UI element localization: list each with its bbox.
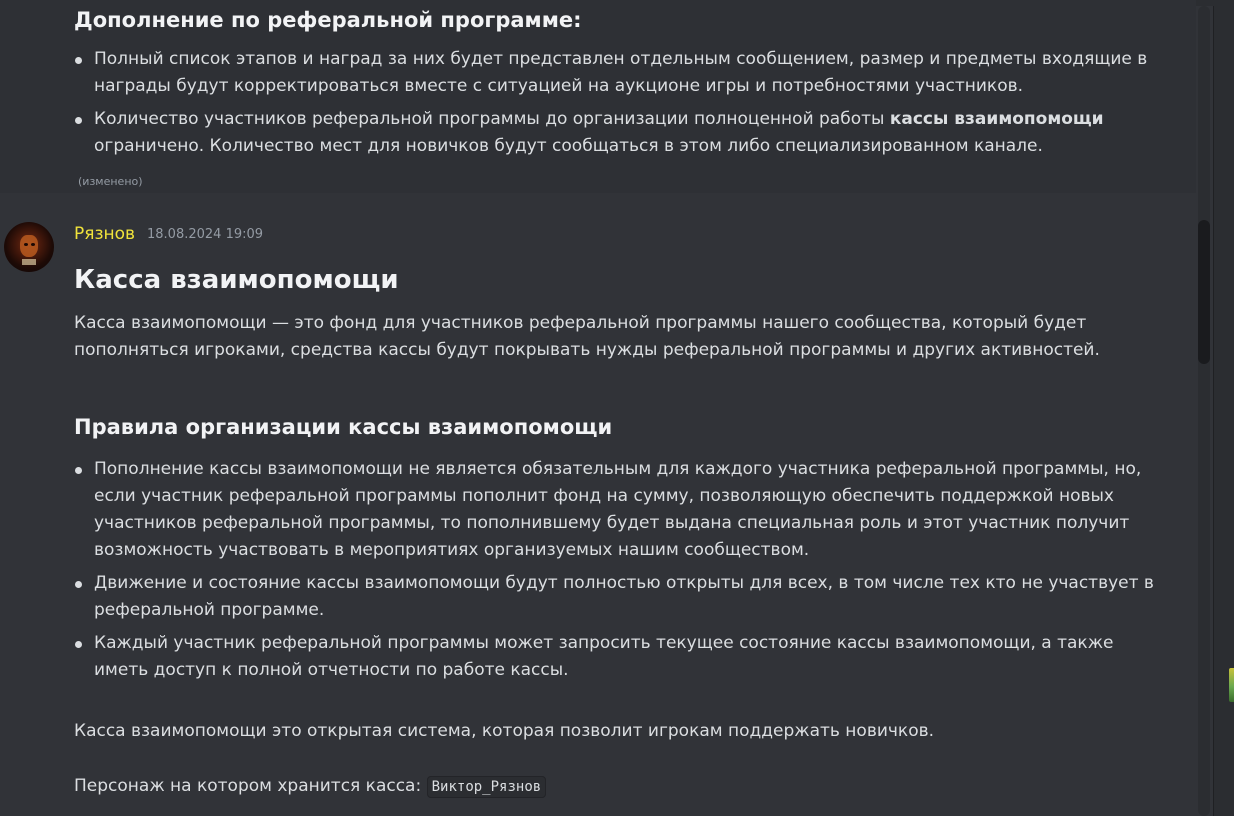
avatar-face [20, 235, 38, 257]
list-item [74, 46, 1147, 100]
previous-message-heading: Дополнение по реферальной программе: [74, 8, 582, 32]
previous-message-list [74, 46, 1147, 166]
avatar-eye [24, 243, 28, 246]
list-item-line: иметь доступ к полной отчетности по работе кассы. [94, 660, 569, 680]
character-paragraph [74, 773, 546, 801]
scrollbar-track[interactable] [1198, 6, 1210, 816]
list-item-line: Каждый участник реферальной программы может запросить текущее состояние кассы взаимопомощи, а также [94, 633, 1114, 653]
paragraph-line: Касса взаимопомощи — это фонд для участников реферальной программы нашего сообщества, который будет [74, 313, 1087, 333]
list-item-line: Пополнение кассы взаимопомощи не является обязательным для каждого участника реферальной программы, но, [94, 459, 1142, 479]
list-item [74, 106, 1147, 160]
paragraph-line: пополняться игроками, средства кассы будут покрывать нужды реферальной программы и других активностей. [74, 340, 1100, 360]
list-item-line: возможность участвовать в мероприятиях организуемых нашим сообществом. [94, 540, 810, 560]
scrollbar-thumb[interactable] [1198, 220, 1210, 364]
member-avatar-icon[interactable] [1229, 668, 1234, 702]
character-label: Персонаж на котором хранится касса: [74, 776, 427, 796]
message-title: Касса взаимопомощи [74, 265, 399, 295]
footer-paragraph: Касса взаимопомощи это открытая система, которая позволит игрокам поддержать новичков. [74, 721, 935, 741]
list-item-text: Количество участников реферальной программы до организации полноценной работы [94, 109, 890, 129]
list-item-line: Движение и состояние кассы взаимопомощи будут полностью открыты для всех, в том числе тех кто не участвует в [94, 573, 1154, 593]
avatar[interactable] [4, 222, 54, 272]
list-item-line: реферальной программе. [94, 600, 325, 620]
avatar-eye [31, 243, 35, 246]
list-item-line: ограничено. Количество мест для новичков будут сообщаться в этом либо специализированном канале. [94, 136, 1043, 156]
bold-text: кассы взаимопомощи [889, 109, 1104, 129]
author-name[interactable]: Рязнов [74, 224, 136, 244]
message-timestamp[interactable]: 18.08.2024 19:09 [147, 227, 264, 242]
rules-heading: Правила организации кассы взаимопомощи [74, 415, 613, 439]
character-name-code[interactable]: Виктор_Рязнов [427, 776, 547, 798]
list-item [74, 570, 1154, 624]
list-item-line: Полный список этапов и наград за них будет представлен отдельным сообщением, размер и предметы входящие в [94, 49, 1148, 69]
list-item-line: участников реферальной программы, то пополнившему будет выдана специальная роль и этот участник получит [94, 513, 1130, 533]
list-item [74, 630, 1154, 684]
list-item-line: если участник реферальной программы пополнит фонд на сумму, позволяющую обеспечить поддержкой новых [94, 486, 1114, 506]
intro-paragraph [74, 310, 1100, 364]
list-item-line [94, 106, 1147, 133]
list-item-line: награды будут корректироваться вместе с ситуацией на аукционе игры и потребностями участников. [94, 76, 1024, 96]
edited-label[interactable]: (изменено) [78, 175, 143, 188]
rules-list [74, 456, 1154, 690]
list-item [74, 456, 1154, 564]
avatar-tag [22, 259, 36, 265]
